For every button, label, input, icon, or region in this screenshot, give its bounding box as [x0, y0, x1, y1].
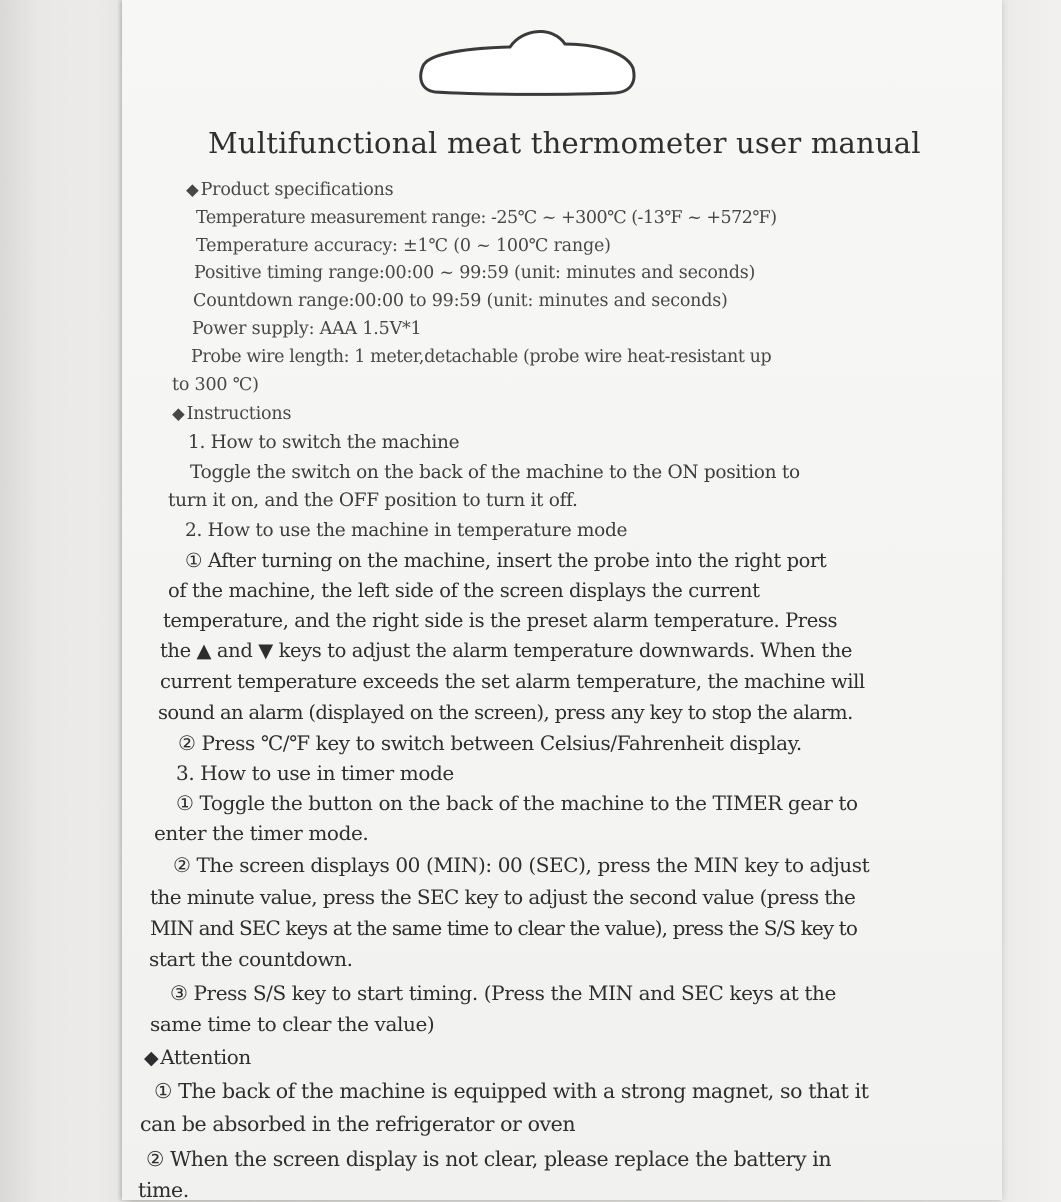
- instruction-line: current temperature exceeds the set alarm temperature, the machine will: [160, 670, 865, 693]
- spec-line: Temperature accuracy: ±1℃ (0 ~ 100℃ range): [196, 236, 611, 256]
- instruction-line: temperature, and the right side is the preset alarm temperature. Press: [163, 609, 838, 632]
- spec-line: Positive timing range:00:00 ~ 99:59 (unit: minutes and seconds): [194, 263, 756, 283]
- spec-line: Countdown range:00:00 to 99:59 (unit: minutes and seconds): [193, 291, 728, 311]
- attention-line: ② When the screen display is not clear, please replace the battery in: [146, 1147, 832, 1171]
- diamond-bullet-icon: ◆: [186, 180, 199, 199]
- section-heading-specifications: ◆ Product specifications: [186, 180, 394, 200]
- spec-line: Power supply: AAA 1.5V*1: [192, 319, 422, 339]
- instruction-line: ③ Press S/S key to start timing. (Press the MIN and SEC keys at the: [170, 981, 836, 1005]
- instruction-line: start the countdown.: [149, 947, 353, 971]
- spec-line: Temperature measurement range: -25℃ ~ +300℃ (-13℉ ~ +572℉): [196, 208, 777, 228]
- instruction-line: Toggle the switch on the back of the machine to the ON position to: [190, 462, 800, 483]
- hang-hole-icon: [415, 22, 640, 102]
- instruction-line: MIN and SEC keys at the same time to clear the value), press the S/S key to: [150, 916, 857, 940]
- instruction-line: same time to clear the value): [150, 1012, 435, 1036]
- spec-line: to 300 ℃): [172, 375, 259, 395]
- diamond-bullet-icon: ◆: [144, 1047, 159, 1069]
- instruction-line: 1. How to switch the machine: [188, 432, 460, 453]
- attention-line: ① The back of the machine is equipped with a strong magnet, so that it: [154, 1079, 869, 1103]
- instruction-line: turn it on, and the OFF position to turn it off.: [168, 490, 578, 511]
- section-heading-instructions: ◆ Instructions: [172, 404, 292, 424]
- instruction-line: the minute value, press the SEC key to adjust the second value (press the: [150, 885, 856, 909]
- instruction-line: enter the timer mode.: [154, 821, 369, 845]
- attention-line: can be absorbed in the refrigerator or oven: [140, 1112, 576, 1136]
- instruction-line: of the machine, the left side of the screen displays the current: [168, 579, 760, 602]
- instruction-line: ② Press ℃/℉ key to switch between Celsius/Fahrenheit display.: [178, 731, 802, 755]
- instruction-line: the ▲ and ▼ keys to adjust the alarm temperature downwards. When the: [160, 639, 853, 662]
- instruction-line: 3. How to use in timer mode: [176, 761, 454, 785]
- instruction-line: ① Toggle the button on the back of the machine to the TIMER gear to: [176, 791, 858, 815]
- instruction-line: ① After turning on the machine, insert the probe into the right port: [185, 549, 827, 572]
- spec-line: Probe wire length: 1 meter,detachable (probe wire heat-resistant up: [191, 347, 772, 367]
- attention-line: time.: [138, 1178, 189, 1202]
- instruction-line: ② The screen displays 00 (MIN): 00 (SEC), press the MIN key to adjust: [173, 853, 870, 877]
- diamond-bullet-icon: ◆: [172, 404, 185, 423]
- instruction-line: sound an alarm (displayed on the screen), press any key to stop the alarm.: [158, 701, 853, 724]
- section-heading-attention: ◆ Attention: [144, 1045, 251, 1069]
- instruction-line: 2. How to use the machine in temperature mode: [185, 520, 628, 541]
- page-title: Multifunctional meat thermometer user manual: [208, 126, 921, 160]
